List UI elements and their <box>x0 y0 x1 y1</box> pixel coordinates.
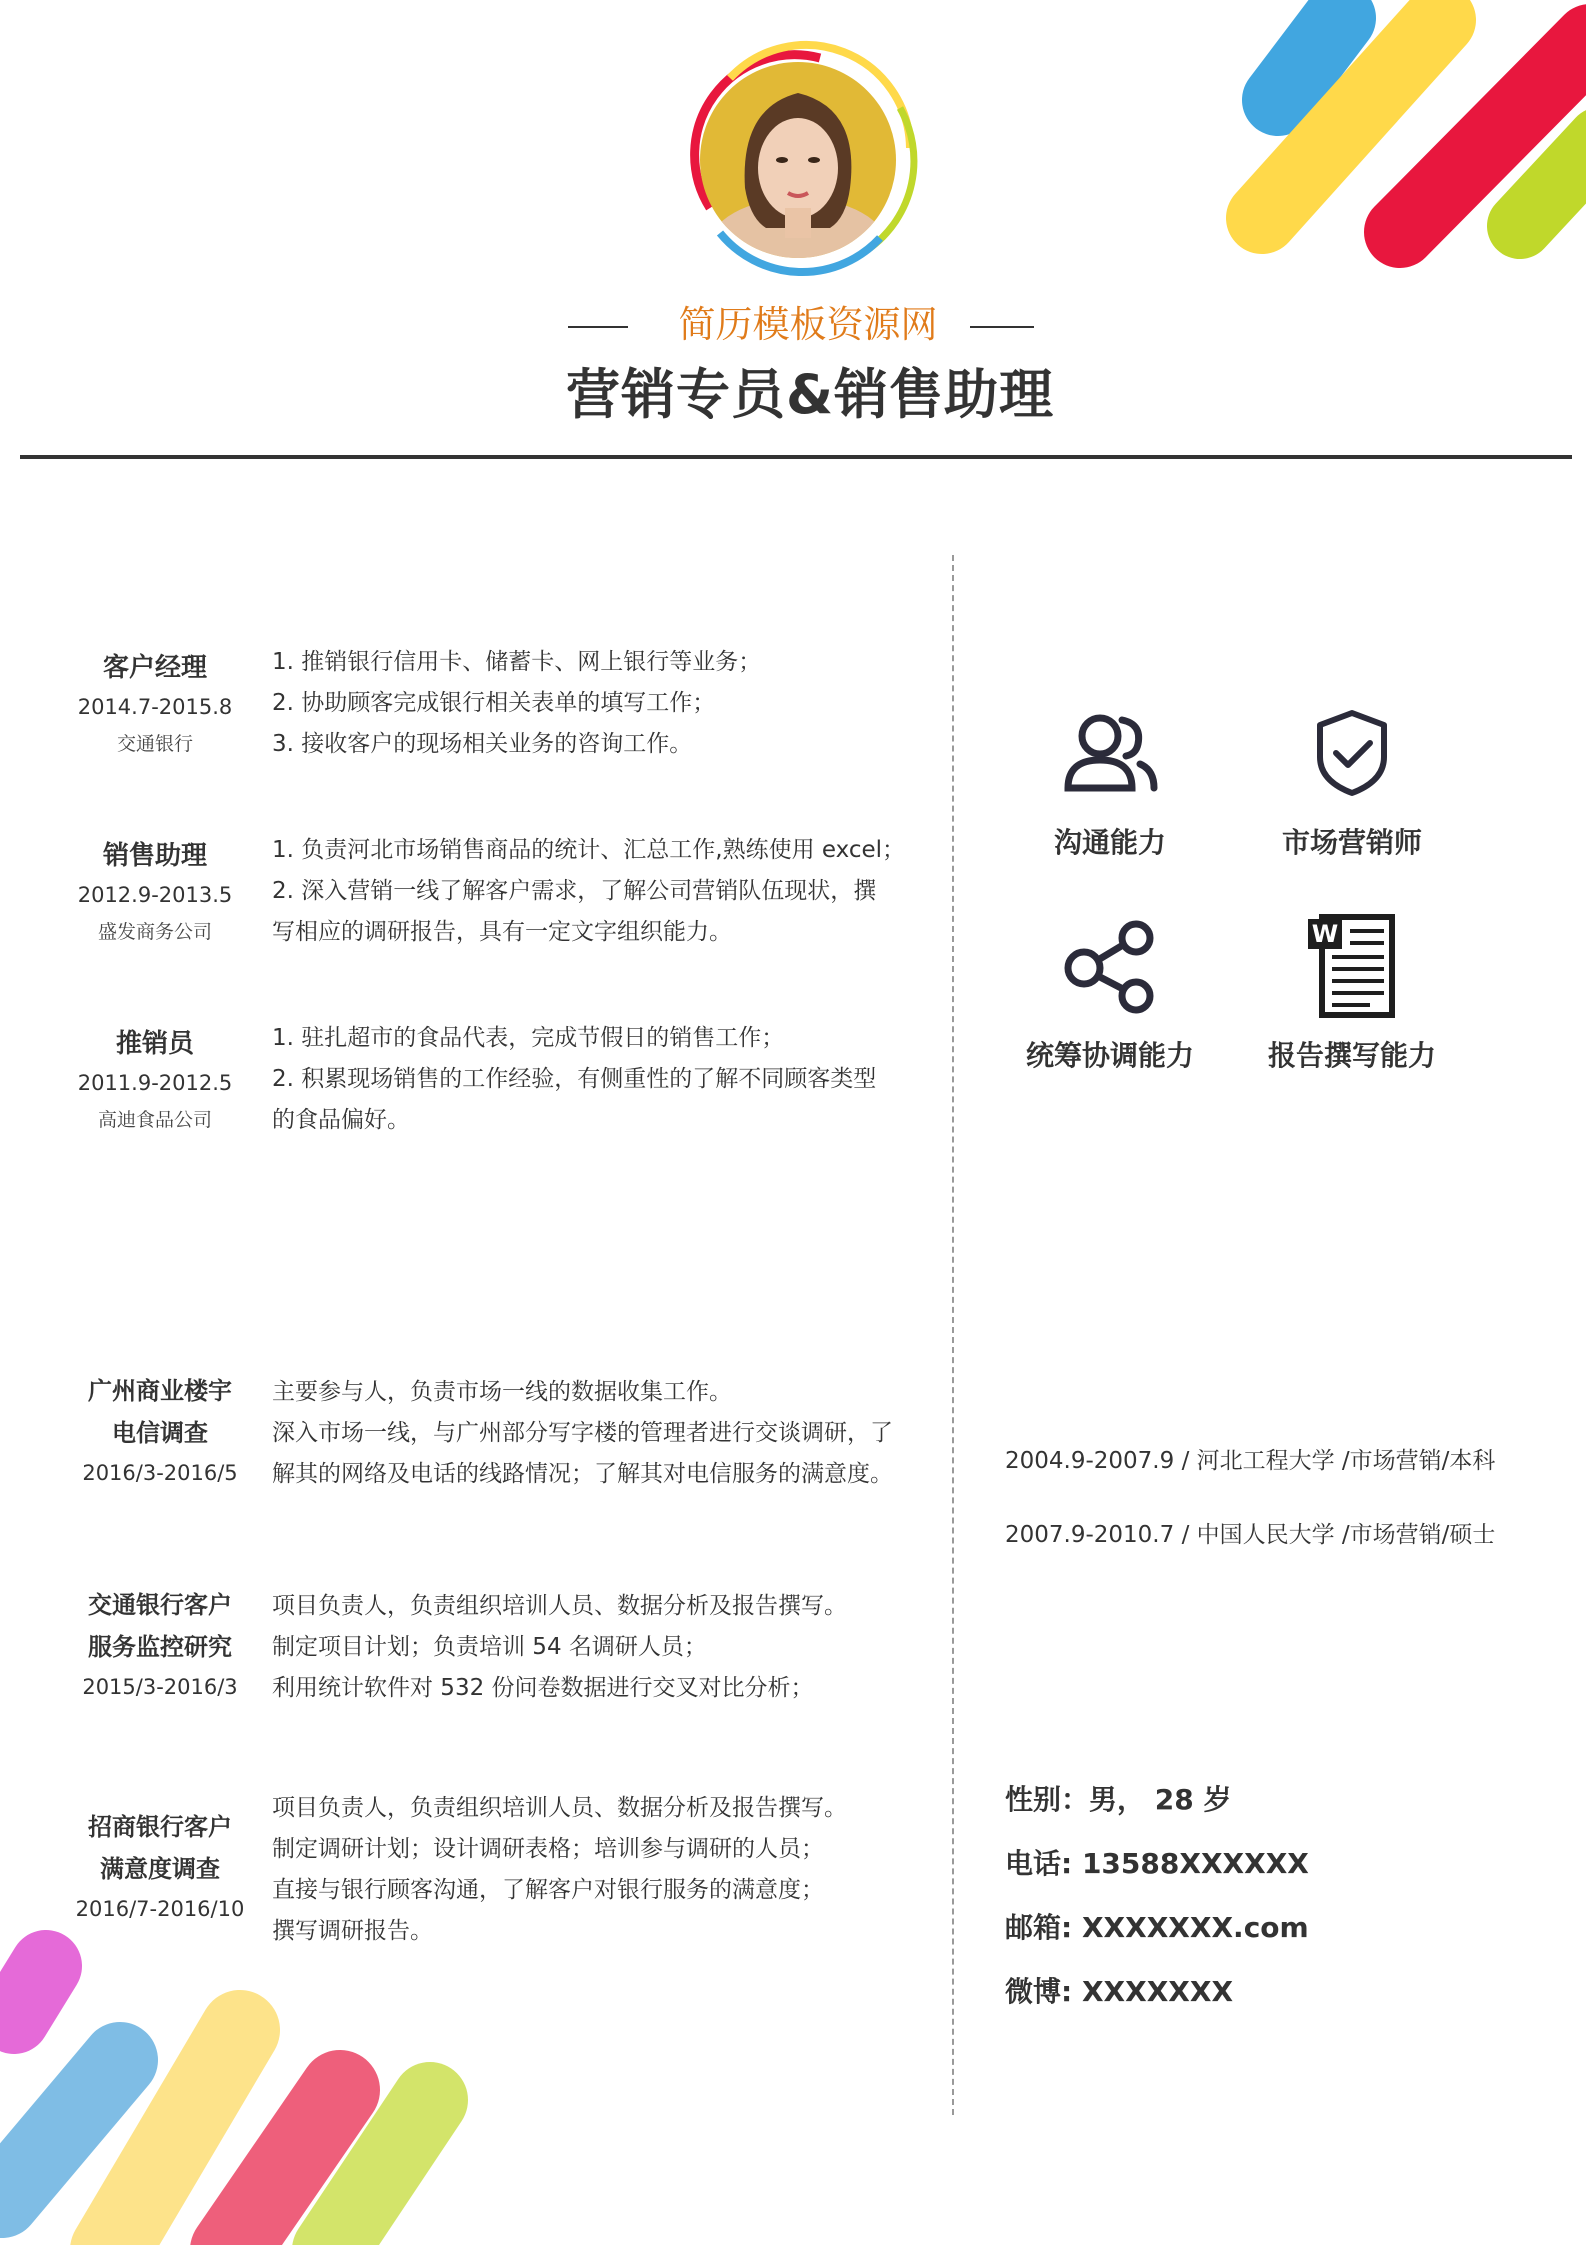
project-date: 2016/3-2016/5 <box>82 1461 238 1485</box>
project-line: 撰写调研报告。 <box>272 1918 433 1944</box>
project-date: 2016/7-2016/10 <box>75 1897 245 1921</box>
project-name: 电信调查 <box>112 1419 208 1447</box>
project-meta-3 <box>40 1806 280 1928</box>
info-phone: 电话: 13588XXXXXX <box>1005 1847 1309 1880</box>
skill-label: 沟通能力 <box>1053 826 1166 859</box>
project-name: 满意度调查 <box>100 1855 220 1883</box>
project-line: 解其的网络及电话的线路情况；了解其对电信服务的满意度。 <box>272 1461 893 1487</box>
skill-report-writing <box>1242 918 1462 1074</box>
project-desc-2 <box>272 1586 932 1709</box>
job-desc-2 <box>272 830 932 953</box>
project-line: 直接与银行顾客沟通，了解客户对银行服务的满意度； <box>272 1877 824 1903</box>
project-line: 制定项目计划；负责培训 54 名调研人员； <box>272 1634 707 1660</box>
project-line: 项目负责人，负责组织培训人员、数据分析及报告撰写。 <box>272 1593 847 1619</box>
project-line: 主要参与人，负责市场一线的数据收集工作。 <box>272 1379 732 1405</box>
project-meta-1 <box>40 1370 280 1492</box>
job-desc-1 <box>272 642 932 765</box>
education-item-2: 2007.9-2010.7 / 中国人民大学 /市场营销/硕士 <box>1005 1522 1496 1548</box>
job-line: 写相应的调研报告，具有一定文字组织能力。 <box>272 919 732 945</box>
job-org: 高迪食品公司 <box>97 1109 212 1131</box>
share-nodes-icon <box>1060 918 1160 1014</box>
job-role: 推销员 <box>115 1029 194 1059</box>
info-weibo: 微博: XXXXXXX <box>1005 1975 1234 2008</box>
skill-communication <box>1000 705 1220 861</box>
job-role: 销售助理 <box>102 841 207 871</box>
info-email: 邮箱: XXXXXXX.com <box>1005 1911 1309 1944</box>
job-line: 2. 协助顾客完成银行相关表单的填写工作； <box>272 690 716 716</box>
svg-text:W: W <box>1311 920 1339 948</box>
shield-check-icon <box>1312 707 1392 799</box>
job-role: 客户经理 <box>102 653 207 683</box>
job-meta-3 <box>45 1024 265 1138</box>
job-line: 1. 驻扎超市的食品代表，完成节假日的销售工作； <box>272 1025 785 1051</box>
job-line: 3. 接收客户的现场相关业务的咨询工作。 <box>272 731 693 757</box>
job-line: 1. 负责河北市场销售商品的统计、汇总工作,熟练使用 excel； <box>272 837 906 863</box>
project-name: 交通银行客户 <box>88 1591 232 1619</box>
job-desc-3 <box>272 1018 932 1141</box>
info-gender-age: 性别：男， 28 岁 <box>1005 1783 1232 1816</box>
column-divider <box>952 555 954 2115</box>
project-desc-1 <box>272 1372 932 1495</box>
project-name: 广州商业楼宇 <box>88 1377 232 1405</box>
job-date: 2012.9-2013.5 <box>77 883 233 907</box>
job-date: 2014.7-2015.8 <box>77 695 233 719</box>
job-meta-1 <box>45 648 265 762</box>
job-line: 1. 推销银行信用卡、储蓄卡、网上银行等业务； <box>272 649 762 675</box>
profile-photo <box>670 38 930 288</box>
page-title: 营销专员&销售助理 <box>565 363 1055 426</box>
project-line: 项目负责人，负责组织培训人员、数据分析及报告撰写。 <box>272 1795 847 1821</box>
project-meta-2 <box>40 1584 280 1706</box>
job-org: 交通银行 <box>116 733 193 755</box>
project-line: 制定调研计划；设计调研表格；培训参与调研的人员； <box>272 1836 824 1862</box>
job-meta-2 <box>45 836 265 950</box>
skill-coordination <box>1000 918 1220 1074</box>
word-document-icon <box>1304 911 1400 1021</box>
header-divider <box>20 455 1572 459</box>
job-line: 2. 积累现场销售的工作经验，有侧重性的了解不同顾客类型 <box>272 1066 877 1092</box>
project-name: 招商银行客户 <box>88 1813 232 1841</box>
project-name: 服务监控研究 <box>88 1633 232 1661</box>
watermark-text: 简历模板资源网 <box>678 303 938 346</box>
job-org: 盛发商务公司 <box>97 921 212 943</box>
project-line: 深入市场一线，与广州部分写字楼的管理者进行交谈调研，了 <box>272 1420 893 1446</box>
job-line: 的食品偏好。 <box>272 1107 410 1133</box>
project-date: 2015/3-2016/3 <box>82 1675 238 1699</box>
job-line: 2. 深入营销一线了解客户需求，了解公司营销队伍现状，撰 <box>272 878 877 904</box>
education-item-1: 2004.9-2007.9 / 河北工程大学 /市场营销/本科 <box>1005 1448 1496 1474</box>
skill-label: 报告撰写能力 <box>1267 1039 1436 1072</box>
skill-marketing <box>1242 705 1462 861</box>
project-desc-3 <box>272 1788 932 1952</box>
users-icon <box>1060 708 1160 798</box>
project-line: 利用统计软件对 532 份问卷数据进行交叉对比分析； <box>272 1675 814 1701</box>
job-date: 2011.9-2012.5 <box>77 1071 233 1095</box>
skill-label: 统筹协调能力 <box>1025 1039 1194 1072</box>
skill-label: 市场营销师 <box>1281 826 1422 859</box>
